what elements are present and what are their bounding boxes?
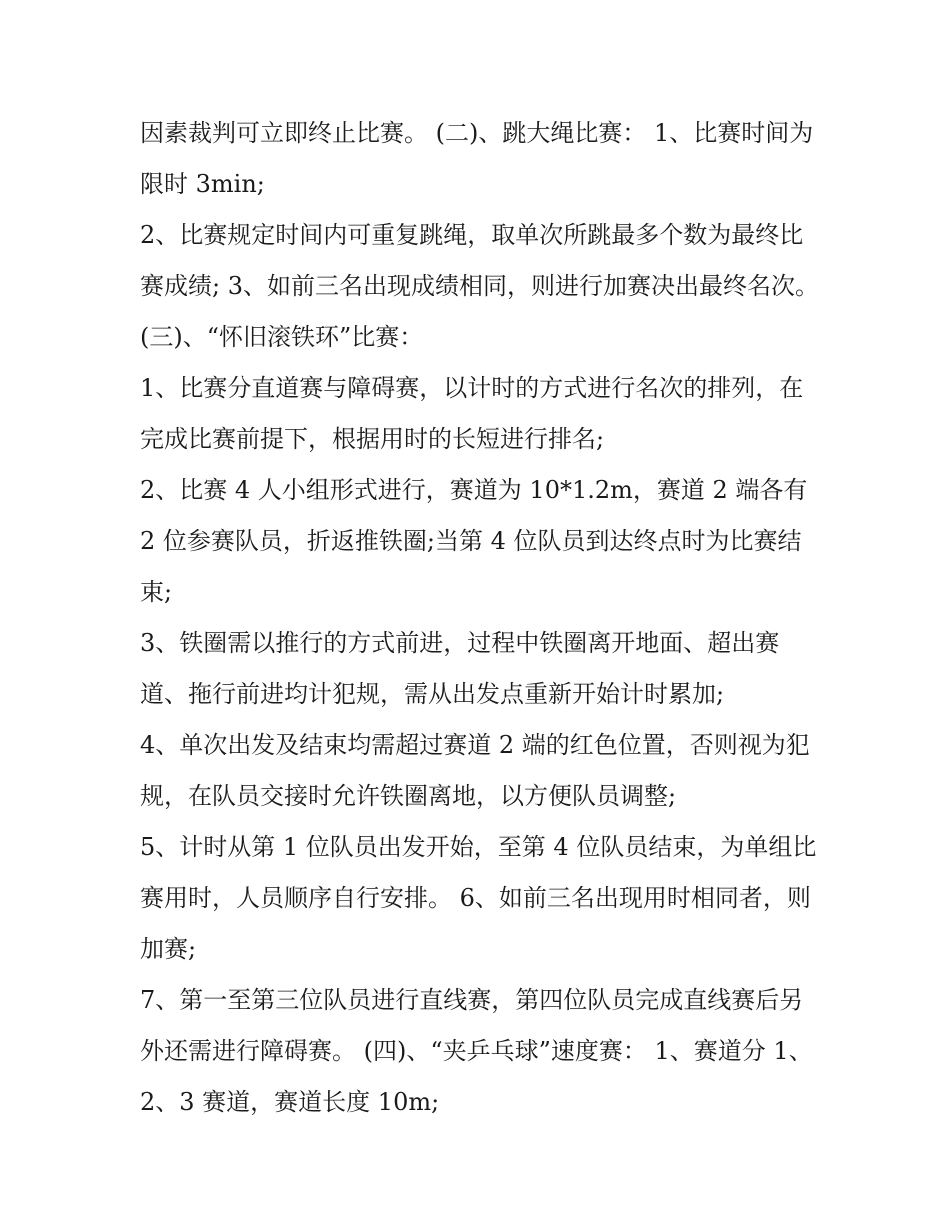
paragraph-4: 2、比赛 4 人小组形式进行，赛道为 10*1.2m，赛道 2 端各有 2 位参赛队员，折返推铁圈;当第 4 位队员到达终点时为比赛结束; bbox=[140, 476, 808, 606]
paragraph-8: 7、第一至第三位队员进行直线赛，第四位队员完成直线赛后另外还需进行障碍赛。 (四)、“夹乒乓球”速度赛： 1、赛道分 1、2、3 赛道，赛道长度 10m; bbox=[140, 986, 813, 1116]
paragraph-5: 3、铁圈需以推行的方式前进，过程中铁圈离开地面、超出赛道、拖行前进均计犯规，需从出发点重新开始计时累加; bbox=[140, 629, 780, 708]
paragraph-2: 2、比赛规定时间内可重复跳绳，取单次所跳最多个数为最终比赛成绩; 3、如前三名出现成绩相同，则进行加赛决出最终名次。 (三)、“怀旧滚铁环”比赛： bbox=[140, 221, 819, 351]
paragraph-7: 5、计时从第 1 位队员出发开始，至第 4 位队员结束，为单组比赛用时，人员顺序自行安排。 6、如前三名出现用时相同者，则加赛; bbox=[140, 833, 817, 963]
paragraph-3: 1、比赛分直道赛与障碍赛，以计时的方式进行名次的排列，在完成比赛前提下，根据用时的长短进行排名; bbox=[140, 374, 804, 453]
paragraph-6: 4、单次出发及结束均需超过赛道 2 端的红色位置，否则视为犯规，在队员交接时允许铁圈离地，以方便队员调整; bbox=[140, 731, 810, 810]
document-body bbox=[140, 108, 820, 1128]
paragraph-1: 因素裁判可立即终止比赛。 (二)、跳大绳比赛： 1、比赛时间为限时 3min; bbox=[140, 119, 814, 198]
